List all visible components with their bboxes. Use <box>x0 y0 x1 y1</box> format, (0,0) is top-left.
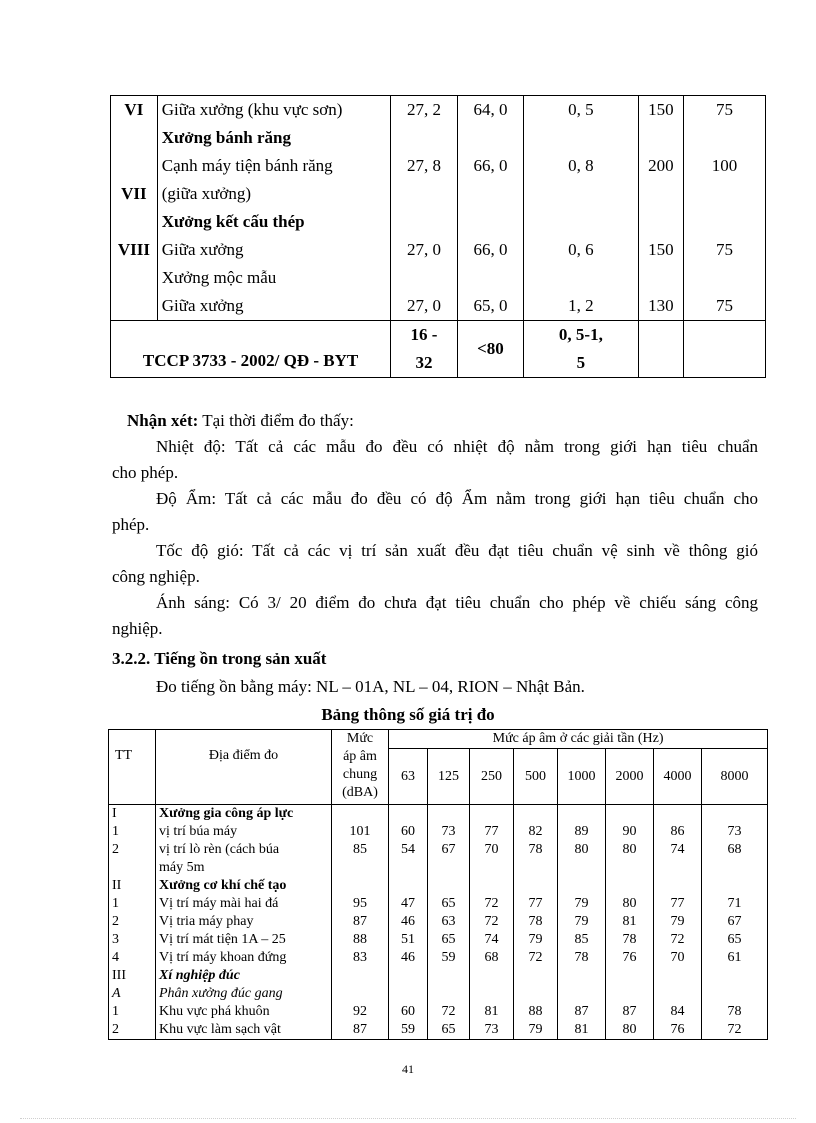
remark-light-line2: nghiệp. <box>112 619 163 638</box>
row-band-value: 79 <box>514 1021 558 1040</box>
row-place: Khu vực làm sạch vật <box>156 1021 332 1040</box>
table-row <box>109 805 768 824</box>
row-band-value <box>702 877 768 895</box>
row-roman-cell <box>111 124 158 208</box>
row-band-value: 81 <box>606 913 654 931</box>
row-roman: VI <box>124 100 144 119</box>
row-band-value: 80 <box>558 841 606 859</box>
row-band-value: 65 <box>428 895 470 913</box>
row-light2: 100 <box>711 156 738 175</box>
noise-header-row <box>109 730 768 749</box>
row-roman <box>111 208 157 236</box>
row-band-value: 59 <box>389 1021 428 1040</box>
row-place: (giữa xưởng) <box>161 184 252 203</box>
row-band-value: 76 <box>606 949 654 967</box>
row-tt <box>109 859 156 877</box>
row-temp-cell <box>391 96 458 125</box>
remark-hum-line2: phép. <box>112 515 150 534</box>
row-light2-cell <box>684 96 766 125</box>
row-band-value <box>514 805 558 824</box>
row-hum <box>462 264 520 292</box>
row-band-value: 77 <box>514 895 558 913</box>
row-place: vị trí lò rèn (cách búa <box>156 841 332 859</box>
row-place-cell <box>157 264 390 321</box>
remarks-heading: Nhận xét: <box>127 411 199 430</box>
row-band-value: 80 <box>606 841 654 859</box>
row-band-value <box>606 805 654 824</box>
row-band-value: 67 <box>702 913 768 931</box>
row-band-value <box>606 859 654 877</box>
standard-wind-line1: 0, 5-1, <box>558 325 603 344</box>
header-band-8000: 8000 <box>702 749 768 805</box>
row-band-value: 68 <box>702 841 768 859</box>
standard-temp-line1: 16 - <box>410 325 438 344</box>
row-band-value: 90 <box>606 823 654 841</box>
row-light1 <box>643 124 679 152</box>
row-tt: 3 <box>109 931 156 949</box>
table-row <box>109 967 768 985</box>
row-tt: 1 <box>109 823 156 841</box>
row-band-value: 60 <box>389 823 428 841</box>
row-band-value <box>389 985 428 1003</box>
top-row <box>111 96 766 125</box>
measure-text: Đo tiếng ồn bằng máy: NL – 01A, NL – 04, RION – Nhật Bản. <box>156 677 585 696</box>
row-band-value <box>389 805 428 824</box>
row-wind: 0, 8 <box>568 156 594 175</box>
row-light1-cell <box>638 124 683 208</box>
standard-label: TCCP 3733 - 2002/ QĐ - BYT <box>142 351 359 370</box>
row-band-value: 59 <box>428 949 470 967</box>
row-hum: 64, 0 <box>473 100 508 119</box>
row-band-value: 77 <box>470 823 514 841</box>
row-place: Vị tria máy phay <box>156 913 332 931</box>
row-band-value: 72 <box>470 895 514 913</box>
row-band-value <box>702 985 768 1003</box>
row-band-value: 73 <box>428 823 470 841</box>
table-row <box>109 841 768 859</box>
row-hum <box>462 208 520 236</box>
row-place-cell <box>157 124 390 208</box>
row-wind: 1, 2 <box>568 296 594 315</box>
row-wind-cell <box>524 264 638 321</box>
row-band-value: 79 <box>654 913 702 931</box>
row-level <box>332 877 389 895</box>
standard-hum: <80 <box>477 339 504 358</box>
table-row <box>109 985 768 1003</box>
header-level-line4: (dBA) <box>342 785 378 800</box>
row-band-value: 82 <box>514 823 558 841</box>
row-band-value: 86 <box>654 823 702 841</box>
row-band-value: 81 <box>558 1021 606 1040</box>
row-band-value <box>654 805 702 824</box>
row-band-value: 71 <box>702 895 768 913</box>
row-band-value: 46 <box>389 913 428 931</box>
row-band-value <box>606 985 654 1003</box>
row-tt: 2 <box>109 841 156 859</box>
row-temp: 27, 8 <box>406 156 441 175</box>
remark-wind-line2: công nghiệp. <box>112 567 200 586</box>
row-band-value: 78 <box>702 1003 768 1021</box>
remark-wind-line1: Tốc độ gió: Tất cả các vị trí sản xuất đều đạt tiêu chuẩn vệ sinh về thông gió <box>156 541 758 560</box>
row-light1-cell <box>638 264 683 321</box>
row-level: 92 <box>332 1003 389 1021</box>
row-wind-cell <box>524 124 638 208</box>
row-band-value: 73 <box>702 823 768 841</box>
header-level <box>332 730 389 805</box>
row-place: Xưởng mộc mẫu <box>161 268 277 287</box>
row-band-value <box>558 877 606 895</box>
row-band-value <box>428 805 470 824</box>
row-roman-cell <box>111 96 158 125</box>
row-band-value: 80 <box>606 895 654 913</box>
row-temp-cell <box>391 264 458 321</box>
row-band-value: 65 <box>428 1021 470 1040</box>
row-tt: III <box>109 967 156 985</box>
row-band-value: 78 <box>514 841 558 859</box>
row-light2: 75 <box>716 296 734 315</box>
row-band-value: 87 <box>606 1003 654 1021</box>
row-band-value <box>389 859 428 877</box>
row-band-value: 60 <box>389 1003 428 1021</box>
table-row <box>109 949 768 967</box>
row-roman <box>111 264 157 292</box>
remark-light-line1: Ánh sáng: Có 3/ 20 điểm đo chưa đạt tiêu chuẩn cho phép về chiếu sáng công <box>156 593 758 612</box>
row-place: Xưởng bánh răng <box>161 128 291 147</box>
row-temp <box>395 264 453 292</box>
row-place: máy 5m <box>156 859 332 877</box>
row-hum-cell <box>457 208 524 264</box>
row-hum: 66, 0 <box>473 156 508 175</box>
row-band-value <box>514 859 558 877</box>
row-band-value: 81 <box>470 1003 514 1021</box>
row-hum: 65, 0 <box>473 296 508 315</box>
row-level: 88 <box>332 931 389 949</box>
row-place: Xưởng cơ khí chế tạo <box>156 877 332 895</box>
row-light2-cell <box>684 208 766 264</box>
row-band-value <box>702 967 768 985</box>
row-place: Xưởng kết cấu thép <box>161 212 305 231</box>
table-row <box>109 859 768 877</box>
noise-table-title: Bảng thông số giá trị đo <box>321 705 495 724</box>
table-row <box>109 1003 768 1021</box>
row-level: 85 <box>332 841 389 859</box>
row-roman <box>111 292 157 320</box>
row-tt: 2 <box>109 913 156 931</box>
row-light2 <box>688 124 761 152</box>
page-number: 41 <box>402 1062 414 1076</box>
row-wind-cell <box>524 96 638 125</box>
row-temp-cell <box>391 208 458 264</box>
row-hum-cell <box>457 96 524 125</box>
row-band-value: 72 <box>514 949 558 967</box>
row-light2 <box>688 264 761 292</box>
row-level: 87 <box>332 1021 389 1040</box>
row-place: Khu vực phá khuôn <box>156 1003 332 1021</box>
header-band-250: 250 <box>470 749 514 805</box>
row-light2 <box>688 208 761 236</box>
row-band-value <box>389 877 428 895</box>
row-tt: A <box>109 985 156 1003</box>
row-hum <box>462 124 520 152</box>
row-hum-cell <box>457 124 524 208</box>
row-light2-cell <box>684 264 766 321</box>
row-band-value: 47 <box>389 895 428 913</box>
row-place: Xí nghiệp đúc <box>156 967 332 985</box>
header-band-1000: 1000 <box>558 749 606 805</box>
row-roman <box>111 124 157 152</box>
row-band-value: 68 <box>470 949 514 967</box>
row-wind <box>528 208 633 236</box>
row-band-value: 65 <box>428 931 470 949</box>
row-band-value: 79 <box>514 931 558 949</box>
row-roman-cell <box>111 208 158 264</box>
row-band-value <box>428 967 470 985</box>
row-band-value: 72 <box>702 1021 768 1040</box>
header-place: Địa điểm đo <box>156 730 332 805</box>
row-level <box>332 805 389 824</box>
row-light1: 130 <box>648 296 674 315</box>
section-heading: 3.2.2. Tiếng ồn trong sản xuất <box>112 649 327 668</box>
row-band-value <box>428 985 470 1003</box>
row-band-value <box>558 805 606 824</box>
top-row <box>111 124 766 208</box>
row-temp: 27, 2 <box>406 100 441 119</box>
row-band-value: 78 <box>514 913 558 931</box>
row-place-cell <box>157 96 390 125</box>
row-level: 87 <box>332 913 389 931</box>
row-band-value <box>514 985 558 1003</box>
remark-hum-line1: Độ Ẩm: Tất cả các mẫu đo đều có độ Ẩm nằm trong giới hạn tiêu chuẩn cho <box>156 489 758 508</box>
row-band-value: 67 <box>428 841 470 859</box>
row-band-value: 72 <box>428 1003 470 1021</box>
row-place: Vị trí máy mài hai đá <box>156 895 332 913</box>
row-light1 <box>643 264 679 292</box>
row-level: 83 <box>332 949 389 967</box>
row-light1 <box>643 208 679 236</box>
row-band-value: 88 <box>514 1003 558 1021</box>
row-band-value: 65 <box>702 931 768 949</box>
row-band-value: 79 <box>558 895 606 913</box>
row-band-value <box>514 877 558 895</box>
row-band-value: 79 <box>558 913 606 931</box>
noise-table <box>108 729 768 1040</box>
row-temp: 27, 0 <box>406 240 441 259</box>
row-band-value: 85 <box>558 931 606 949</box>
table-row <box>109 823 768 841</box>
row-band-value <box>558 985 606 1003</box>
row-temp-cell <box>391 124 458 208</box>
row-light2-cell <box>684 124 766 208</box>
row-place: Vị trí mát tiện 1A – 25 <box>156 931 332 949</box>
remark-temp-line1: Nhiệt độ: Tất cả các mẫu đo đều có nhiệt độ nằm trong giới hạn tiêu chuẩn <box>156 437 758 456</box>
row-band-value <box>428 877 470 895</box>
row-place-cell <box>157 208 390 264</box>
row-band-value: 70 <box>470 841 514 859</box>
row-band-value <box>470 877 514 895</box>
row-band-value <box>702 805 768 824</box>
row-level: 95 <box>332 895 389 913</box>
row-light2: 75 <box>716 100 734 119</box>
table-row <box>109 1021 768 1040</box>
row-band-value <box>606 877 654 895</box>
header-level-line3: chung <box>342 767 378 782</box>
table-row <box>109 931 768 949</box>
row-wind <box>528 264 633 292</box>
row-temp <box>395 124 453 152</box>
row-band-value: 61 <box>702 949 768 967</box>
row-band-value: 78 <box>558 949 606 967</box>
row-tt: II <box>109 877 156 895</box>
row-band-value: 72 <box>654 931 702 949</box>
row-place: Giữa xưởng (khu vực sơn) <box>161 100 343 119</box>
row-light1-cell <box>638 96 683 125</box>
header-band-500: 500 <box>514 749 558 805</box>
row-band-value: 87 <box>558 1003 606 1021</box>
row-place: Giữa xưởng <box>161 296 244 315</box>
row-band-value <box>470 805 514 824</box>
row-place: vị trí búa máy <box>156 823 332 841</box>
row-band-value: 77 <box>654 895 702 913</box>
row-band-value: 74 <box>470 931 514 949</box>
row-hum: 66, 0 <box>473 240 508 259</box>
row-tt: 1 <box>109 895 156 913</box>
row-band-value: 63 <box>428 913 470 931</box>
remarks-heading-line <box>127 408 354 434</box>
row-light1-cell <box>638 208 683 264</box>
row-roman: VIII <box>117 240 150 259</box>
row-band-value: 73 <box>470 1021 514 1040</box>
row-light1: 150 <box>648 100 674 119</box>
header-band-2000: 2000 <box>606 749 654 805</box>
row-band-value <box>470 967 514 985</box>
remark-temp-line2: cho phép. <box>112 463 179 482</box>
row-band-value: 78 <box>606 931 654 949</box>
row-hum-cell <box>457 264 524 321</box>
row-light1: 150 <box>648 240 674 259</box>
row-level: 101 <box>332 823 389 841</box>
row-tt: 2 <box>109 1021 156 1040</box>
row-level <box>332 967 389 985</box>
row-band-value <box>654 985 702 1003</box>
row-wind: 0, 5 <box>568 100 594 119</box>
row-place: Giữa xưởng <box>161 240 244 259</box>
row-place: Phân xưởng đúc gang <box>156 985 332 1003</box>
row-level <box>332 859 389 877</box>
row-temp: 27, 0 <box>406 296 441 315</box>
row-band-value <box>470 985 514 1003</box>
table-row <box>109 913 768 931</box>
page-bottom-divider <box>20 1118 796 1119</box>
standard-row <box>111 321 766 378</box>
header-band-125: 125 <box>428 749 470 805</box>
row-tt: I <box>109 805 156 824</box>
top-row <box>111 264 766 321</box>
row-band-value: 46 <box>389 949 428 967</box>
row-band-value <box>389 967 428 985</box>
row-band-value: 74 <box>654 841 702 859</box>
row-band-value: 54 <box>389 841 428 859</box>
row-roman <box>111 152 157 180</box>
row-band-value <box>558 859 606 877</box>
top-row <box>111 208 766 264</box>
row-band-value: 51 <box>389 931 428 949</box>
row-band-value <box>654 967 702 985</box>
row-level <box>332 985 389 1003</box>
header-band-4000: 4000 <box>654 749 702 805</box>
header-band-63: 63 <box>389 749 428 805</box>
row-tt: 1 <box>109 1003 156 1021</box>
row-roman-cell <box>111 264 158 321</box>
row-band-value <box>654 859 702 877</box>
row-band-value: 80 <box>606 1021 654 1040</box>
top-measurement-table <box>110 95 766 378</box>
row-band-value: 70 <box>654 949 702 967</box>
row-band-value: 76 <box>654 1021 702 1040</box>
row-place: Cạnh máy tiện bánh răng <box>161 156 333 175</box>
row-temp <box>395 208 453 236</box>
standard-temp-line2: 32 <box>415 353 433 372</box>
standard-wind-line2: 5 <box>576 353 586 372</box>
header-tt: TT <box>109 730 156 805</box>
header-level-line1: Mức <box>346 731 374 746</box>
row-wind: 0, 6 <box>568 240 594 259</box>
row-band-value <box>470 859 514 877</box>
table-row <box>109 877 768 895</box>
row-band-value <box>558 967 606 985</box>
row-band-value <box>514 967 558 985</box>
row-tt: 4 <box>109 949 156 967</box>
header-bands-title: Mức áp âm ở các giải tần (Hz) <box>389 730 768 749</box>
row-wind <box>528 124 633 152</box>
row-band-value <box>606 967 654 985</box>
row-band-value <box>702 859 768 877</box>
row-band-value: 89 <box>558 823 606 841</box>
row-band-value <box>654 877 702 895</box>
row-band-value: 84 <box>654 1003 702 1021</box>
header-level-line2: áp âm <box>343 749 377 764</box>
table-row <box>109 895 768 913</box>
row-band-value <box>428 859 470 877</box>
row-wind-cell <box>524 208 638 264</box>
row-roman: VII <box>121 184 147 203</box>
row-place: Vị trí máy khoan đứng <box>156 949 332 967</box>
row-band-value: 72 <box>470 913 514 931</box>
remarks-heading-rest: Tại thời điểm đo thấy: <box>198 411 354 430</box>
row-light1: 200 <box>648 156 674 175</box>
row-place: Xưởng gia công áp lực <box>156 805 332 824</box>
row-light2: 75 <box>716 240 734 259</box>
